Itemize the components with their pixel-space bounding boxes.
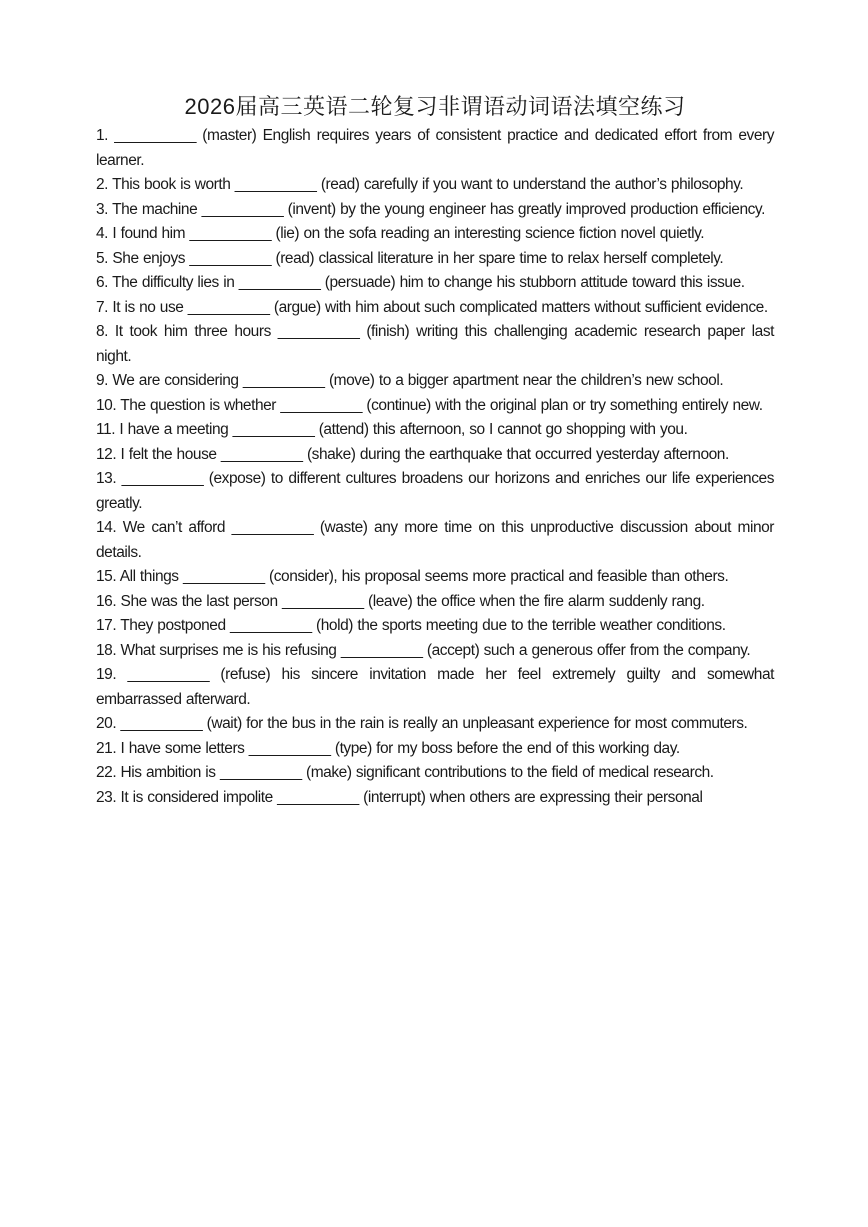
- exercise-item-1: 1. __________ (master) English requires years of consistent practice and dedicated effort from every learner.: [96, 127, 774, 169]
- exercise-item-13: 13. __________ (expose) to different cultures broadens our horizons and enriches our life experiences greatly.: [96, 470, 774, 512]
- exercise-item-4: 4. I found him __________ (lie) on the sofa reading an interesting science fiction novel quietly.: [96, 225, 705, 242]
- exercise-item-12: 12. I felt the house __________ (shake) during the earthquake that occurred yesterday afternoon.: [96, 445, 729, 463]
- exercise-item-21: 21. I have some letters __________ (type) for my boss before the end of this working day.: [96, 739, 680, 757]
- exercise-item-14: 14. We can’t afford __________ (waste) any more time on this unproductive discussion about minor details.: [96, 519, 774, 561]
- exercise-item-20: 20. __________ (wait) for the bus in the rain is really an unpleasant experience for most commuters.: [96, 715, 748, 732]
- exercise-item-18: 18. What surprises me is his refusing __________ (accept) such a generous offer from the company.: [96, 641, 751, 659]
- exercise-item-22: 22. His ambition is __________ (make) significant contributions to the field of medical research.: [96, 764, 714, 781]
- document-page: [96, 92, 774, 810]
- exercise-item-3: 3. The machine __________ (invent) by the young engineer has greatly improved production efficiency.: [96, 200, 765, 218]
- exercise-item-15: 15. All things __________ (consider), his proposal seems more practical and feasible than others.: [96, 568, 729, 585]
- page-title: 2026届高三英语二轮复习非谓语动词语法填空练习: [184, 94, 686, 119]
- exercise-item-2: 2. This book is worth __________ (read) carefully if you want to understand the author’s philosophy.: [96, 176, 744, 193]
- exercise-item-19: 19. __________ (refuse) his sincere invitation made her feel extremely guilty and somewhat embarrassed afterward.: [96, 666, 774, 708]
- exercise-item-9: 9. We are considering __________ (move) to a bigger apartment near the children’s new school.: [96, 372, 724, 389]
- exercise-item-8: 8. It took him three hours __________ (finish) writing this challenging academic research paper last night.: [96, 323, 774, 365]
- exercise-list: [96, 124, 774, 810]
- exercise-item-23: 23. It is considered impolite __________ (interrupt) when others are expressing their personal: [96, 788, 703, 806]
- exercise-item-17: 17. They postponed __________ (hold) the sports meeting due to the terrible weather conditions.: [96, 617, 726, 634]
- exercise-item-16: 16. She was the last person __________ (leave) the office when the fire alarm suddenly rang.: [96, 592, 705, 610]
- exercise-item-7: 7. It is no use __________ (argue) with him about such complicated matters without sufficient evidence.: [96, 298, 768, 316]
- exercise-item-11: 11. I have a meeting __________ (attend) this afternoon, so I cannot go shopping with you.: [96, 421, 688, 438]
- exercise-item-5: 5. She enjoys __________ (read) classical literature in her spare time to relax herself completely.: [96, 249, 724, 267]
- exercise-item-6: 6. The difficulty lies in __________ (persuade) him to change his stubborn attitude toward this issue.: [96, 274, 745, 291]
- exercise-item-10: 10. The question is whether __________ (continue) with the original plan or try something entirely new.: [96, 396, 763, 414]
